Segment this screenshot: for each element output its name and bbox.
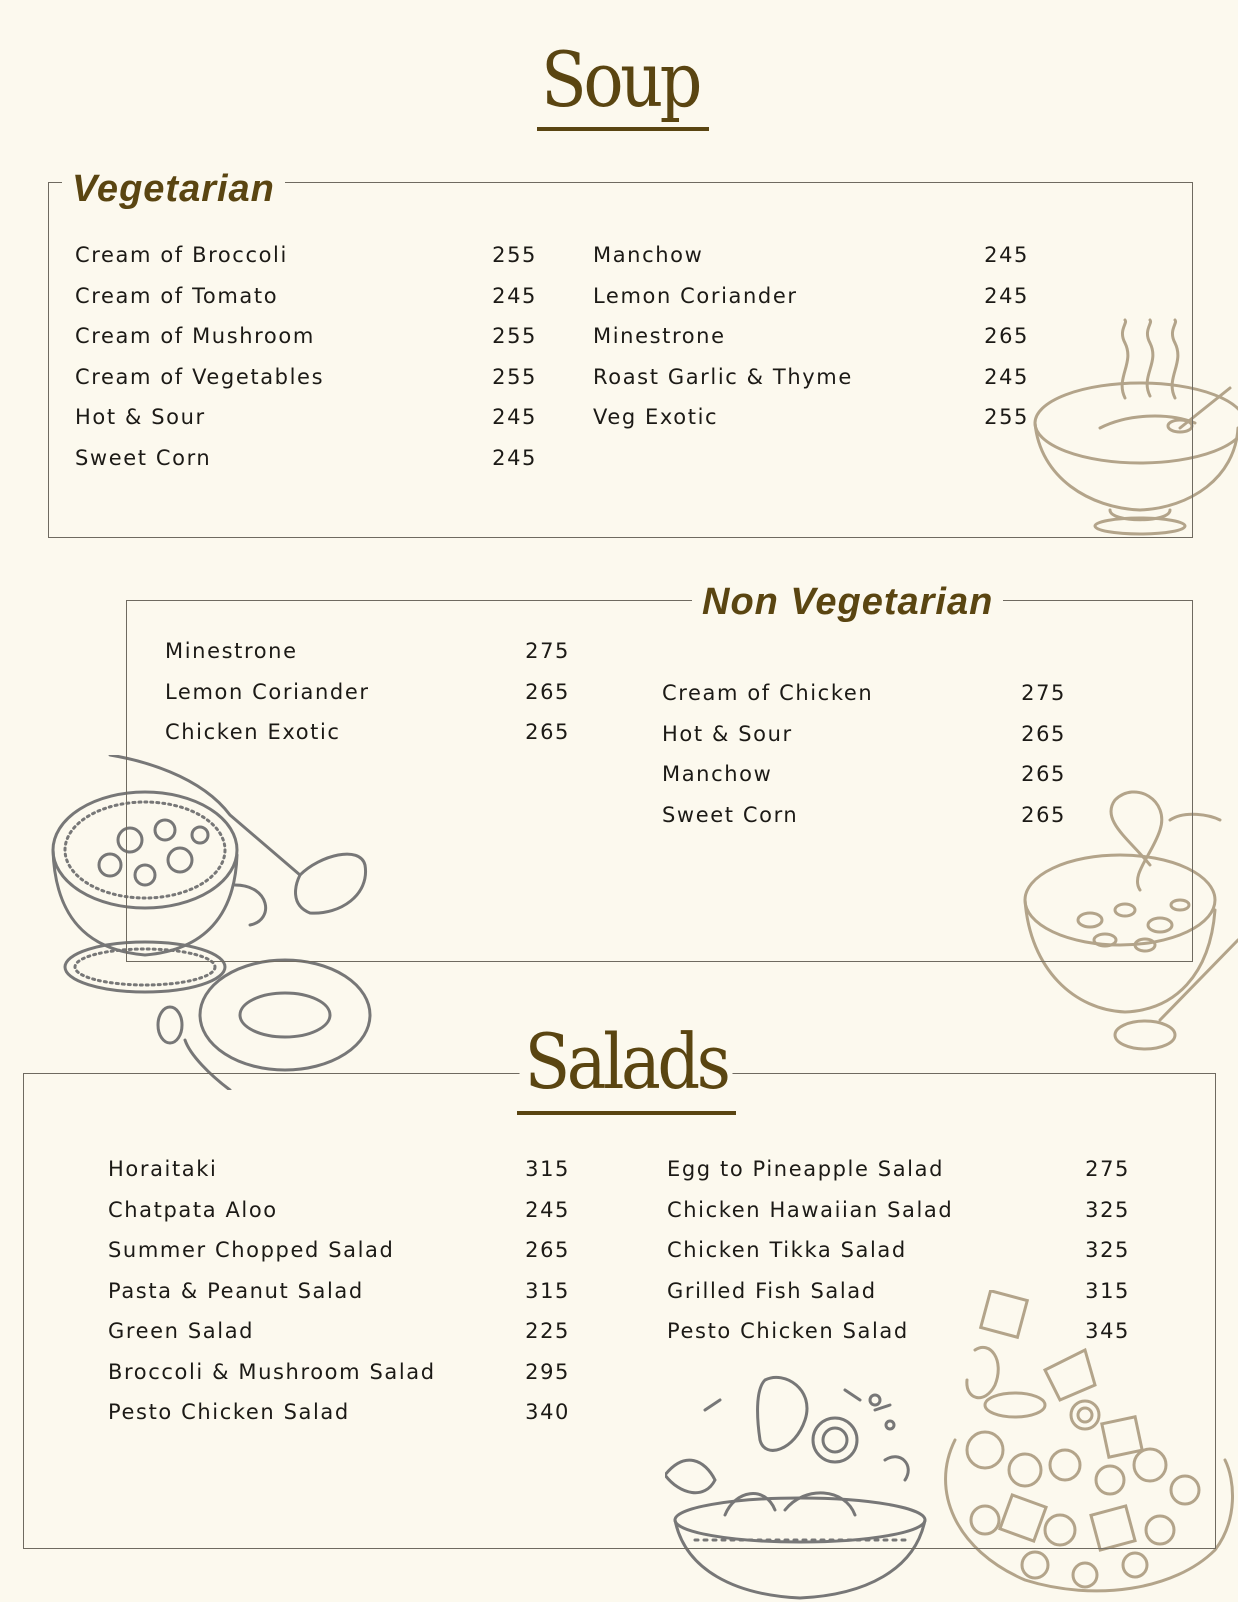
item-name: Cream of Vegetables [75,364,325,389]
menu-item [75,284,537,325]
menu-item [108,1400,570,1441]
item-price: 265 [984,324,1029,348]
menu-item [75,405,537,446]
item-price: 275 [525,639,570,663]
item-name: Cream of Tomato [75,283,279,308]
soup-heading: Soup [541,35,699,124]
item-price: 325 [1085,1197,1130,1222]
item-price: 275 [1085,1157,1130,1181]
item-name: Manchow [593,243,704,267]
menu-item [662,681,1066,722]
item-name: Cream of Chicken [662,681,874,705]
item-price: 255 [984,405,1029,429]
item-name: Pesto Chicken Salad [108,1400,350,1424]
item-price: 315 [1085,1278,1130,1303]
item-price: 245 [492,405,537,429]
item-price: 265 [1021,802,1066,827]
menu-item [108,1238,570,1279]
item-name: Lemon Coriander [165,679,370,704]
item-price: 325 [1085,1238,1130,1262]
menu-item [75,243,537,284]
vegetarian-right-column [593,243,1029,446]
menu-item [593,405,1029,446]
menu-item [75,446,537,487]
item-name: Summer Chopped Salad [108,1238,395,1262]
menu-item [662,722,1066,763]
menu-item [75,365,537,406]
item-name: Sweet Corn [662,802,799,827]
item-price: 245 [984,283,1029,308]
menu-item [108,1157,570,1198]
item-price: 295 [525,1359,570,1384]
non-vegetarian-left-column [165,639,570,761]
item-price: 245 [525,1197,570,1222]
menu-item [593,365,1029,406]
menu-item [667,1157,1130,1198]
item-name: Hot & Sour [75,405,206,429]
menu-item [108,1360,570,1401]
item-name: Chicken Tikka Salad [667,1238,907,1262]
item-name: Horaitaki [108,1157,218,1181]
item-name: Grilled Fish Salad [667,1278,877,1303]
menu-item [75,324,537,365]
item-name: Broccoli & Mushroom Salad [108,1359,436,1384]
menu-item [662,762,1066,803]
menu-item [667,1238,1130,1279]
menu-item [165,680,570,721]
item-name: Lemon Coriander [593,283,798,308]
item-name: Minestrone [165,639,298,663]
item-price: 340 [525,1400,570,1424]
item-price: 245 [492,283,537,308]
item-price: 245 [492,445,537,470]
item-price: 265 [525,679,570,704]
item-name: Chicken Hawaiian Salad [667,1197,954,1222]
item-price: 275 [1021,681,1066,705]
item-price: 245 [984,364,1029,389]
item-name: Chatpata Aloo [108,1197,278,1222]
salads-left-column [108,1157,570,1441]
menu-item [593,324,1029,365]
menu-item [108,1319,570,1360]
item-price: 265 [525,1238,570,1262]
vegetarian-left-column [75,243,537,486]
item-price: 245 [984,243,1029,267]
menu-item [667,1279,1130,1320]
item-name: Cream of Mushroom [75,324,315,348]
vegetarian-heading: Vegetarian [62,170,285,208]
item-name: Green Salad [108,1319,255,1343]
item-name: Minestrone [593,324,726,348]
salads-right-column [667,1157,1130,1360]
salads-heading-underline [517,1111,736,1115]
menu-item [667,1319,1130,1360]
menu-item [662,803,1066,844]
item-name: Egg to Pineapple Salad [667,1157,945,1181]
menu-item [165,720,570,761]
item-name: Sweet Corn [75,445,212,470]
non-vegetarian-right-column [662,681,1066,843]
menu-item [667,1198,1130,1239]
item-name: Hot & Sour [662,721,793,746]
item-price: 315 [525,1157,570,1181]
item-price: 265 [525,720,570,744]
item-price: 255 [492,364,537,389]
item-name: Roast Garlic & Thyme [593,364,853,389]
item-price: 265 [1021,762,1066,786]
item-name: Pesto Chicken Salad [667,1319,909,1343]
item-price: 255 [492,243,537,267]
item-price: 345 [1085,1319,1130,1343]
menu-item [108,1198,570,1239]
soup-heading-underline [537,127,709,131]
item-name: Manchow [662,762,773,786]
non-vegetarian-heading: Non Vegetarian [692,583,1003,621]
item-price: 255 [492,324,537,348]
item-price: 225 [525,1319,570,1343]
item-name: Cream of Broccoli [75,243,288,267]
item-price: 265 [1021,721,1066,746]
menu-item [593,284,1029,325]
item-price: 315 [525,1278,570,1303]
menu-item [108,1279,570,1320]
menu-item [165,639,570,680]
salads-heading: Salads [520,1024,733,1100]
item-name: Chicken Exotic [165,720,341,744]
item-name: Veg Exotic [593,405,719,429]
menu-item [593,243,1029,284]
item-name: Pasta & Peanut Salad [108,1278,364,1303]
